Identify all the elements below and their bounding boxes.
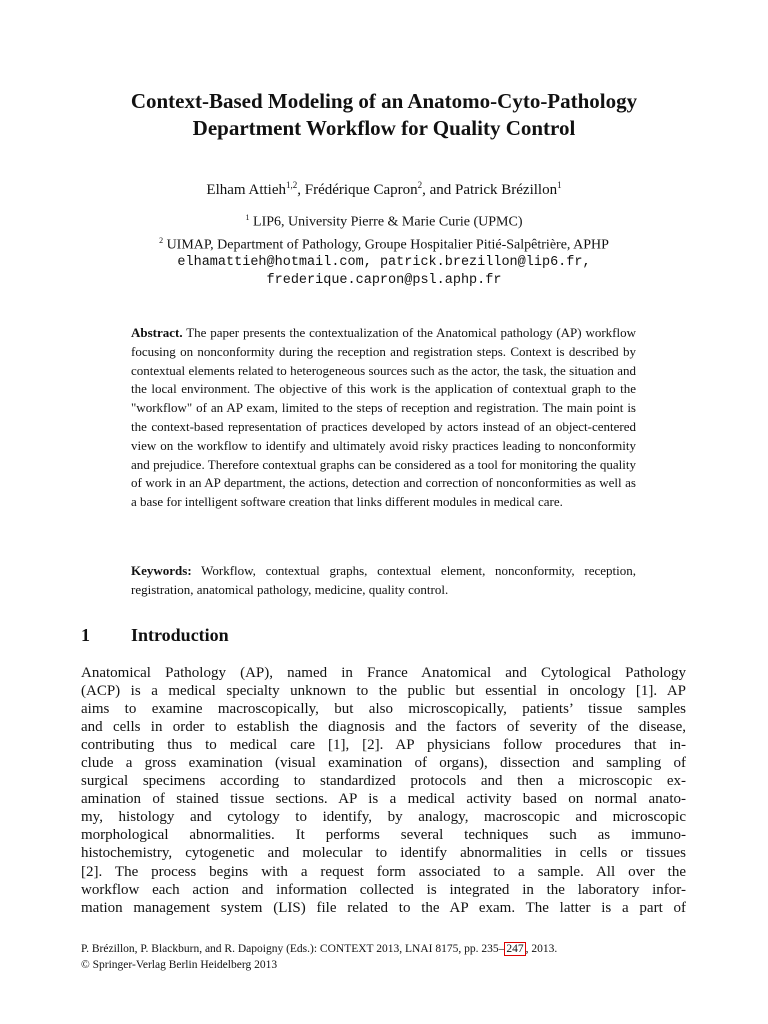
body-line: histochemistry, cytogenetic and molecular to identify abnormalities in cells or tissues bbox=[81, 845, 686, 862]
body-text bbox=[81, 664, 686, 917]
affiliation-1 bbox=[60, 209, 708, 232]
body-line: and cells in order to establish the diagnosis and the factors of severity of the disease, bbox=[81, 719, 686, 736]
body-line: aims to examine macroscopically, but also microscopically, patients’ tissue samples bbox=[81, 701, 686, 718]
keywords-label: Keywords: bbox=[131, 563, 192, 578]
abstract bbox=[131, 324, 636, 512]
affiliations bbox=[60, 209, 708, 290]
keywords-text: Workflow, contextual graphs, contextual element, nonconformity, reception, registration, anatomical pathology, medicine, quality control. bbox=[131, 563, 636, 597]
affiliation-1-marker: 1 bbox=[245, 213, 250, 222]
page-range-link[interactable]: 247 bbox=[506, 943, 524, 955]
title-line-2: Department Workflow for Quality Control bbox=[192, 116, 576, 140]
author-3-affil: 1 bbox=[557, 180, 562, 190]
copyright-line: © Springer-Verlag Berlin Heidelberg 2013 bbox=[81, 959, 278, 971]
title-line-1: Context-Based Modeling of an Anatomo-Cyto-Pathology bbox=[130, 89, 638, 113]
footer-citation bbox=[81, 941, 557, 973]
abstract-text: The paper presents the contextualization of the Anatomical pathology (AP) workflow focusing on nonconformity during the reception and registration steps. Context is described by contextual elements related to heterogeneous sources such as the actor, the task, the situation and the local environment. The objective of this work is the application of contextual graph to the "workflow" of an AP exam, limited to the steps of reception and registration. The main point is the context-based representation of practices developed by actors instead of an object-centered view on the workflow to identify and ultimately avoid risky practices leading to nonconformity and prejudice. Therefore contextual graphs can be considered as a tool for monitoring the quality of work in an AP department, the actions, detection and correction of nonconformities as well as a base for intelligent software creation that links different modules in medical care. bbox=[131, 325, 636, 510]
keywords bbox=[131, 562, 636, 600]
body-line: clude a gross examination (visual examination of organs), dissection and sampling of bbox=[81, 755, 686, 772]
body-line: surgical specimens according to standardized protocols and then a microscopic ex- bbox=[81, 773, 686, 790]
body-line: [2]. The process begins with a request form associated to a sample. All over the bbox=[81, 863, 686, 880]
body-line: (ACP) is a medical specialty unknown to the public but essential in oncology [1]. AP bbox=[81, 683, 686, 700]
email-line-2: frederique.capron@psl.aphp.fr bbox=[266, 273, 502, 289]
author-2: , Frédérique Capron bbox=[297, 182, 418, 198]
body-line: morphological abnormalities. It performs several techniques such as immuno- bbox=[81, 827, 686, 844]
abstract-label: Abstract. bbox=[131, 325, 183, 340]
citation-year: , 2013. bbox=[525, 943, 558, 955]
body-line: mation management system (LIS) file related to the AP exam. The latter is a part of bbox=[81, 899, 686, 916]
citation-text: P. Brézillon, P. Blackburn, and R. Dapoigny (Eds.): CONTEXT 2013, LNAI 8175, pp. 235– bbox=[81, 943, 505, 955]
affiliation-1-text: LIP6, University Pierre & Marie Curie (UPMC) bbox=[249, 214, 523, 230]
body-line: contributing thus to medical care [1], [2]. AP physicians follow procedures that in- bbox=[81, 737, 686, 754]
body-line: Anatomical Pathology (AP), named in France Anatomical and Cytological Pathology bbox=[81, 665, 686, 681]
body-line: workflow each action and information collected is integrated in the laboratory infor- bbox=[81, 881, 686, 898]
section-title: Introduction bbox=[131, 625, 229, 645]
section-number: 1 bbox=[81, 625, 90, 645]
section-heading bbox=[81, 625, 229, 646]
author-1: Elham Attieh bbox=[206, 182, 286, 198]
author-3: , and Patrick Brézillon bbox=[422, 182, 558, 198]
author-2-affil: 2 bbox=[417, 180, 423, 190]
affiliation-2 bbox=[60, 232, 708, 255]
email-line-1: elhamattieh@hotmail.com, patrick.brezillon@lip6.fr, bbox=[177, 255, 591, 271]
body-line: amination of stained tissue sections. AP is a medical activity based on normal anato- bbox=[81, 791, 686, 808]
author-1-affil: 1,2 bbox=[285, 180, 298, 190]
citation-line bbox=[81, 941, 557, 957]
affiliation-2-marker: 2 bbox=[159, 235, 164, 245]
affiliation-2-text: UIMAP, Department of Pathology, Groupe Hospitalier Pitié-Salpêtrière, APHP bbox=[163, 237, 609, 253]
paper-title bbox=[60, 88, 708, 142]
author-list bbox=[60, 175, 708, 200]
body-line: my, histology and cytology to identify, by analogy, macroscopic and microscopic bbox=[81, 809, 686, 826]
